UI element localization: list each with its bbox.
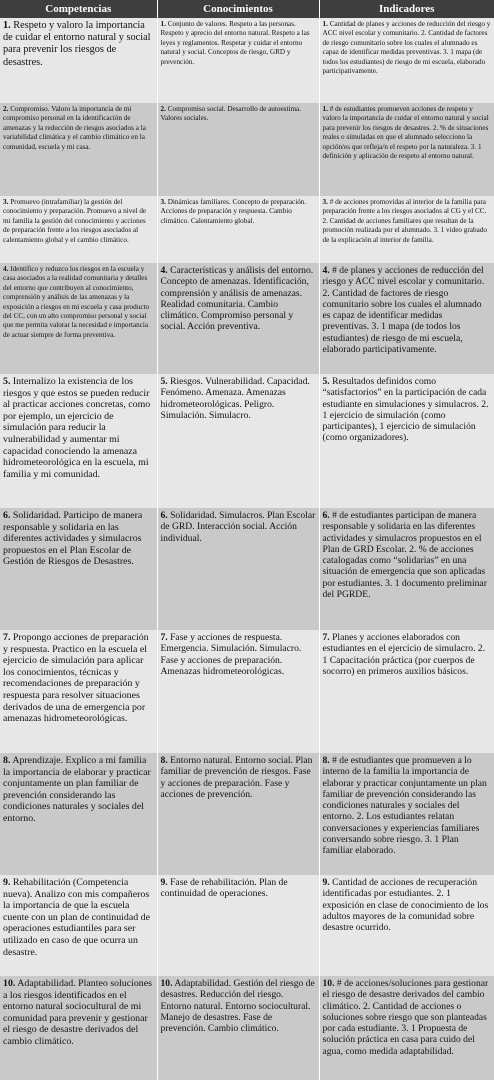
table-row — [0, 18, 494, 103]
competencia-text: Identifico y reduzco los riesgos en la escuela y casa asociados a la realidad comunitaria y detalles del entorno que contribuyen al conocimiento, comprensión y análisis de las amenazas y la exposición a riesgos en mi escuela y casa producto del CC, con un alto compromiso personal y social que me permita valorar la necesidad e importancia de actuar siempre de forma preventiva. — [3, 265, 150, 339]
conocimiento-cell — [157, 875, 319, 976]
table-row — [0, 196, 494, 263]
row-number: 3. — [322, 198, 328, 206]
table-row — [0, 103, 494, 196]
indicador-text: # de estudiantes que promueven a lo interno de la familia la importancia de elaborar y practicar conjuntamente un plan familiar de prevención considerando las condiciones naturales y sociales del entorno. 2. Los estudiantes relatan conversaciones y experiencias familiares conversando sobre riesgo. 3. 1 Plan familiar elaborado. — [322, 755, 487, 857]
indicador-text: # de acciones/soluciones para gestionar el riesgo de desastre derivados del cambio climático. 2. Cantidad de acciones o soluciones sobre riesgo que son planteadas por cada estudiante. 3. 1 Propuesta de solución práctica en casa para cuido del agua, como medida adaptabilidad. — [322, 978, 489, 1057]
header-competencias: Competencias — [0, 0, 157, 18]
row-number: 1. — [322, 20, 328, 28]
competencia-text: Adaptabilidad. Planteo soluciones a los riesgos identificados en el entorno natural sociocultural de mi comunidad para prevenir y gestionar el riesgo de desastre derivados del cambio climático. — [3, 978, 152, 1047]
competencia-text: Solidaridad. Participo de manera responsable y solidaria en las diferentes actividades y simulacros propuestos en el Plan Escolar de Gestión de Riesgos de Desastres. — [3, 510, 143, 568]
indicador-cell — [319, 508, 494, 630]
competencia-cell — [0, 753, 157, 875]
table-row — [0, 875, 494, 976]
competencia-text: Compromiso. Valoro la importancia de mi compromiso personal en la identificación de amenazas y la reducción de riesgos asociados a la variabilidad climática y el cambio climático en la comunidad, escuela y mi casa. — [3, 105, 146, 151]
row-number: 9. — [322, 877, 330, 888]
table-row — [0, 374, 494, 508]
row-number: 7. — [3, 632, 11, 643]
row-number: 7. — [322, 632, 330, 643]
indicador-text: # de estudiantes participan de manera responsable y solidaria en las diferentes actividades y simulacros propuestos en el Plan de GRD Escolar. 2. % de acciones catalogadas como “solidarias” en una situación de emergencia que son aplicadas por estudiantes. 3. 1 documento preliminar del PGRDE. — [322, 510, 487, 601]
row-number: 9. — [3, 877, 11, 888]
indicador-cell — [319, 753, 494, 875]
header-conocimientos: Conocimientos — [157, 0, 319, 18]
competencia-cell — [0, 374, 157, 508]
row-number: 5. — [322, 376, 330, 387]
conocimiento-cell — [157, 18, 319, 103]
row-number: 3. — [160, 198, 166, 206]
row-number: 2. — [160, 105, 166, 113]
row-number: 6. — [3, 510, 11, 521]
competencia-cell — [0, 508, 157, 630]
conocimiento-cell — [157, 976, 319, 1080]
row-number: 3. — [3, 198, 9, 206]
competencia-text: Promuevo (intrafamiliar) la gestión del conocimiento y preparación. Promuevo a nivel de mi familia la gestión del conocimiento y acciones de preparación frente a los riesgos asociados al calentamiento global y el cambio climático. — [3, 198, 147, 244]
indicador-cell — [319, 18, 494, 103]
row-number: 10. — [322, 978, 335, 989]
competencia-cell — [0, 18, 157, 103]
conocimiento-text: Fase de rehabilitación. Plan de continuidad de operaciones. — [160, 877, 288, 900]
conocimiento-cell — [157, 103, 319, 196]
indicador-text: Planes y acciones elaborados con estudiantes en el ejercicio de simulacro. 2. 1 Capacitación práctica (por cuerpos de socorro) en primeros auxilios básicos. — [322, 632, 485, 677]
table-row — [0, 630, 494, 753]
competencia-cell — [0, 196, 157, 263]
row-number: 6. — [322, 510, 330, 521]
row-number: 5. — [3, 376, 11, 387]
indicador-cell — [319, 263, 494, 374]
row-number: 8. — [160, 755, 168, 766]
conocimiento-cell — [157, 263, 319, 374]
indicador-cell — [319, 630, 494, 753]
row-number: 4. — [322, 265, 330, 276]
conocimiento-text: Dinámicas familiares. Concepto de preparación. Acciones de preparación y respuesta. Cambio climático. Calentamiento global. — [160, 198, 307, 225]
conocimiento-text: Solidaridad. Simulacros. Plan Escolar de GRD. Interacción social. Acción individual. — [160, 510, 316, 544]
table-header-row — [0, 0, 494, 18]
conocimiento-cell — [157, 630, 319, 753]
table-row — [0, 263, 494, 374]
conocimiento-text: Adaptabilidad. Gestión del riesgo de desastres. Reducción del riesgo. Entorno natural. Entorno sociocultural. Manejo de desastres. Fase de prevención. Cambio climático. — [160, 978, 315, 1035]
row-number: 8. — [322, 755, 330, 766]
indicador-text: Cantidad de planes y acciones de reducción del riesgo y ACC nivel escolar y comunitario. 2. Cantidad de factores de riesgo comunitario sobre los cuales el alumnado es capaz de identificar medidas preventivas. 3. 1 mapa (de todos los estudiantes) de riesgo de mi escuela, elaborado participativamente. — [322, 20, 491, 76]
indicador-cell — [319, 196, 494, 263]
row-number: 6. — [160, 510, 168, 521]
row-number: 10. — [3, 978, 16, 989]
competencia-cell — [0, 103, 157, 196]
competencia-text: Respeto y valoro la importancia de cuidar el entorno natural y social para prevenir los riesgos de desastres. — [3, 20, 151, 68]
conocimiento-cell — [157, 753, 319, 875]
competencia-cell — [0, 875, 157, 976]
row-number: 8. — [3, 755, 11, 766]
table-row — [0, 976, 494, 1080]
row-number: 10. — [160, 978, 173, 989]
row-number: 5. — [160, 376, 168, 387]
indicador-text: Resultados definidos como “satisfactorios” en la participación de cada estudiante en simulaciones y simulacros. 2. 1 ejercicio de simulación (como participantes), 1 ejercicio de simulación (como organizadores). — [322, 376, 489, 444]
competencia-text: Internalizo la existencia de los riesgos y que estos se pueden reducir al practicar acciones concretas, como por ejemplo, un ejercicio de simulación para reducir la vulnerabilidad y aumentar mi capacidad conociendo la amenaza hidrometeorológica en la escuela, mi familia y mi comunidad. — [3, 376, 151, 480]
competencia-cell — [0, 263, 157, 374]
row-number: 9. — [160, 877, 168, 888]
conocimiento-text: Entorno natural. Entorno social. Plan familiar de prevención de riesgos. Fase y acciones de preparación. Fase y acciones de prevención. — [160, 755, 313, 800]
competencia-text: Aprendizaje. Explico a mi familia la importancia de elaborar y practicar conjuntamente un plan familiar de prevención considerando las condiciones naturales y sociales del entorno. — [3, 755, 151, 824]
conocimiento-text: Riesgos. Vulnerabilidad. Capacidad. Fenómeno. Amenaza. Amenazas hidrometeorológicas. Peligro. Simulación. Simulacro. — [160, 376, 310, 421]
conocimiento-cell — [157, 196, 319, 263]
indicador-text: # de planes y acciones de reducción del riesgo y ACC nivel escolar y comunitario. 2. Cantidad de factores de riesgo comunitario sobre los cuales el alumnado es capaz de identificar medidas preventivas. 3. 1 mapa (de todos los estudiantes) de riesgo de mi escuela, elaborado participativamente. — [322, 265, 485, 356]
row-number: 7. — [160, 632, 168, 643]
row-number: 1. — [160, 20, 166, 28]
row-number: 2. — [3, 105, 9, 113]
table-row — [0, 508, 494, 630]
conocimiento-cell — [157, 374, 319, 508]
indicador-text: Cantidad de acciones de recuperación identificadas por estudiantes. 2. 1 exposición en clase de conocimiento de los adultos mayores de la comunidad sobre desastre ocurrido. — [322, 877, 489, 934]
header-indicadores: Indicadores — [319, 0, 494, 18]
indicador-cell — [319, 374, 494, 508]
conocimiento-text: Fase y acciones de respuesta. Emergencia. Simulación. Simulacro. Fase y acciones de preparación. Amenazas hidrometeorológicas. — [160, 632, 302, 677]
conocimiento-text: Características y análisis del entorno. Concepto de amenazas. Identificación, comprensión y análisis de amenazas. Realidad comunitaria. Cambio climático. Compromiso personal y social. Acción preventiva. — [160, 265, 314, 333]
row-number: 1. — [3, 20, 11, 31]
competencia-text: Rehabilitación (Competencia nueva). Analizo con mis compañeros la importancia de que la escuela cuente con un plan de continuidad de operaciones estudiantiles para ser utilizado en caso de que ocurra un desastre. — [3, 877, 150, 958]
table-row — [0, 753, 494, 875]
row-number: 1. — [322, 105, 328, 113]
indicador-cell — [319, 875, 494, 976]
competencia-cell — [0, 976, 157, 1080]
row-number: 4. — [3, 265, 9, 273]
row-number: 4. — [160, 265, 168, 276]
indicador-text: # de estudiantes promueven acciones de respeto y valoro la importancia de cuidar el entorno natural y social para prevenir los riesgos de desastres. 2. % de situaciones reales o simuladas en que el alumnado selecciono la opción/es que refleja/n el respeto por la naturaleza. 3. 1 definición y aplicación de respeto al entorno natural. — [322, 105, 489, 161]
indicador-cell — [319, 103, 494, 196]
competencia-cell — [0, 630, 157, 753]
indicador-cell — [319, 976, 494, 1080]
conocimiento-text: Conjunto de valores. Respeto a las personas. Respeto y aprecio del entorno natural. Respeto a las leyes y reglamentos. Respetar y cuidar el entorno natural y social. Conceptos de riesgo, GRD y prevención. — [160, 20, 310, 66]
conocimiento-text: Compromiso social. Desarrollo de autoestima. Valores sociales. — [160, 105, 302, 123]
competencia-text: Propongo acciones de preparación y respuesta. Practico en la escuela el ejercicio de simulación para aplicar los conocimientos, técnicas y recomendaciones de preparación y respuesta para resolver situaciones derivados de una de emergencia por amenazas hidrometeorológicas. — [3, 632, 149, 725]
indicador-text: # de acciones promovidas al interior de la familia para preparación frente a los riesgos asociados al CG y el CC. 2. Cantidad de acciones familiares que resultan de la promoción realizada por el alumnado. 3. 1 video grabado de la explicación al interior de familia. — [322, 198, 487, 244]
conocimiento-cell — [157, 508, 319, 630]
